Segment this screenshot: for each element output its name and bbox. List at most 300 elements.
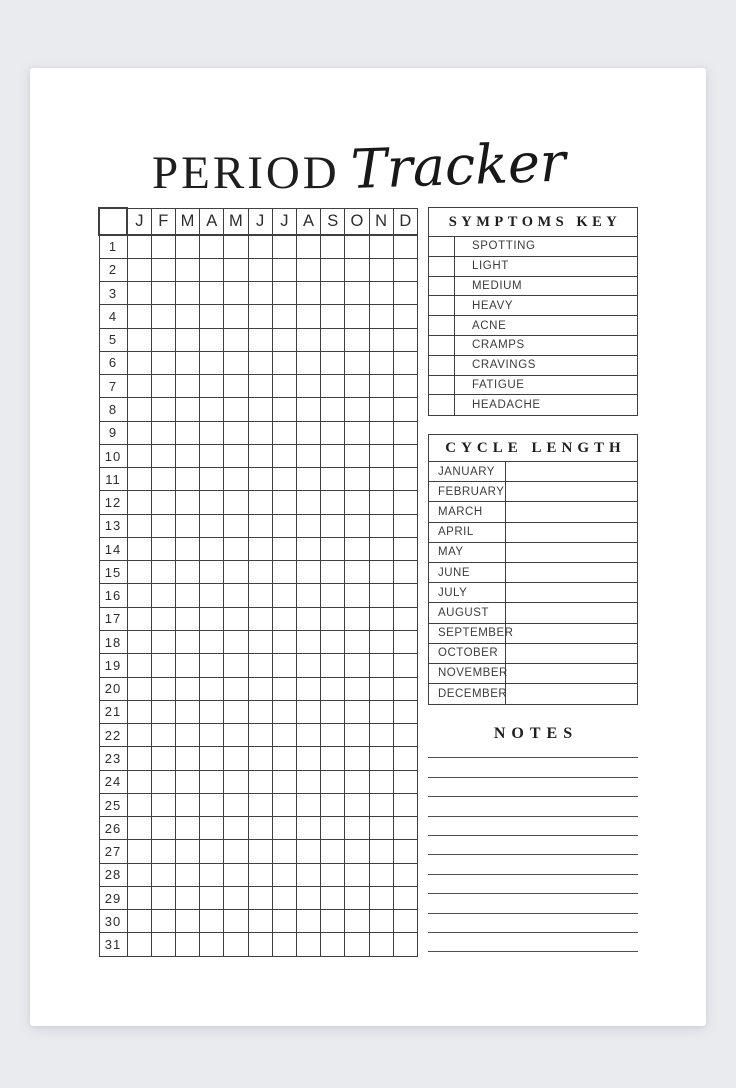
grid-cell	[200, 258, 224, 281]
grid-cell	[369, 747, 393, 770]
grid-cell	[127, 770, 151, 793]
grid-cell	[127, 631, 151, 654]
grid-day-row	[99, 886, 418, 909]
grid-cell	[296, 305, 320, 328]
grid-day-row	[99, 305, 418, 328]
grid-cell	[248, 863, 272, 886]
grid-day-row	[99, 933, 418, 957]
grid-cell	[296, 235, 320, 258]
grid-cell	[369, 258, 393, 281]
cycle-month-row	[429, 583, 637, 603]
grid-cell	[272, 654, 296, 677]
grid-cell	[272, 770, 296, 793]
grid-cell	[369, 607, 393, 630]
grid-cell	[393, 886, 417, 909]
grid-cell	[248, 910, 272, 933]
cycle-length-title: CYCLE LENGTH	[429, 435, 637, 462]
grid-cell	[296, 607, 320, 630]
day-number-cell: 28	[99, 863, 127, 886]
cycle-value-cell	[506, 502, 637, 521]
grid-cell	[248, 817, 272, 840]
day-number-cell: 11	[99, 468, 127, 491]
grid-cell	[296, 351, 320, 374]
symptom-label: HEADACHE	[472, 399, 541, 412]
notes-line	[428, 855, 638, 874]
grid-cell	[127, 793, 151, 816]
grid-cell	[296, 561, 320, 584]
symptom-swatch-cell	[429, 237, 455, 256]
grid-cell	[321, 351, 345, 374]
grid-cell	[224, 258, 248, 281]
grid-cell	[224, 677, 248, 700]
symptom-swatch-cell	[429, 296, 455, 315]
symptom-label: ACNE	[472, 319, 507, 332]
grid-day-row	[99, 282, 418, 305]
grid-cell	[369, 677, 393, 700]
grid-cell	[296, 770, 320, 793]
grid-cell	[127, 537, 151, 560]
page-title-serif: PERIOD	[152, 147, 340, 199]
grid-cell	[175, 398, 199, 421]
planner-page	[30, 68, 706, 1026]
grid-cell	[224, 491, 248, 514]
grid-cell	[393, 235, 417, 258]
cycle-value-cell	[506, 543, 637, 562]
day-number-cell: 18	[99, 631, 127, 654]
grid-cell	[224, 468, 248, 491]
grid-day-row	[99, 537, 418, 560]
grid-cell	[200, 351, 224, 374]
grid-cell	[175, 561, 199, 584]
grid-cell	[151, 491, 175, 514]
grid-cell	[175, 770, 199, 793]
grid-day-row	[99, 747, 418, 770]
grid-cell	[321, 328, 345, 351]
grid-cell	[224, 514, 248, 537]
grid-cell	[248, 537, 272, 560]
grid-cell	[369, 770, 393, 793]
grid-cell	[345, 258, 369, 281]
grid-day-row	[99, 444, 418, 467]
grid-cell	[224, 328, 248, 351]
grid-cell	[296, 863, 320, 886]
symptoms-key-box	[428, 207, 638, 416]
day-number-cell: 23	[99, 747, 127, 770]
grid-cell	[200, 817, 224, 840]
symptoms-key-title: SYMPTOMS KEY	[429, 208, 637, 237]
grid-cell	[224, 537, 248, 560]
grid-cell	[393, 933, 417, 957]
grid-cell	[200, 631, 224, 654]
grid-cell	[369, 793, 393, 816]
symptom-label: SPOTTING	[472, 240, 536, 253]
grid-cell	[272, 235, 296, 258]
grid-cell	[321, 375, 345, 398]
grid-cell	[272, 584, 296, 607]
notes-line	[428, 894, 638, 913]
grid-cell	[345, 398, 369, 421]
grid-cell	[200, 793, 224, 816]
grid-cell	[296, 398, 320, 421]
grid-cell	[393, 468, 417, 491]
day-number-cell: 17	[99, 607, 127, 630]
grid-cell	[296, 468, 320, 491]
grid-cell	[175, 863, 199, 886]
grid-cell	[200, 607, 224, 630]
grid-cell	[175, 933, 199, 957]
cycle-month-row	[429, 523, 637, 543]
grid-cell	[200, 305, 224, 328]
symptom-label: LIGHT	[472, 260, 509, 273]
grid-cell	[369, 282, 393, 305]
grid-cell	[200, 747, 224, 770]
grid-cell	[248, 282, 272, 305]
grid-cell	[369, 584, 393, 607]
grid-cell	[248, 328, 272, 351]
grid-cell	[369, 886, 393, 909]
grid-cell	[296, 817, 320, 840]
grid-cell	[151, 747, 175, 770]
grid-cell	[369, 817, 393, 840]
grid-cell	[127, 840, 151, 863]
day-number-cell: 19	[99, 654, 127, 677]
grid-cell	[296, 793, 320, 816]
grid-cell	[175, 886, 199, 909]
symptom-swatch-cell	[429, 336, 455, 355]
grid-cell	[321, 677, 345, 700]
grid-cell	[369, 631, 393, 654]
grid-cell	[296, 491, 320, 514]
grid-cell	[321, 607, 345, 630]
day-number-cell: 25	[99, 793, 127, 816]
day-number-cell: 26	[99, 817, 127, 840]
grid-cell	[272, 561, 296, 584]
symptom-swatch-cell	[429, 395, 455, 415]
grid-cell	[248, 235, 272, 258]
grid-cell	[321, 840, 345, 863]
grid-day-row	[99, 910, 418, 933]
grid-cell	[321, 770, 345, 793]
symptom-swatch-cell	[429, 376, 455, 395]
grid-cell	[127, 258, 151, 281]
notes-line	[428, 914, 638, 933]
grid-cell	[296, 933, 320, 957]
grid-day-row	[99, 793, 418, 816]
grid-cell	[345, 840, 369, 863]
grid-cell	[369, 421, 393, 444]
grid-cell	[127, 491, 151, 514]
grid-cell	[151, 793, 175, 816]
grid-cell	[345, 863, 369, 886]
grid-cell	[224, 607, 248, 630]
symptom-swatch-cell	[429, 277, 455, 296]
grid-cell	[393, 537, 417, 560]
grid-cell	[200, 375, 224, 398]
grid-cell	[224, 351, 248, 374]
grid-cell	[200, 514, 224, 537]
grid-cell	[345, 328, 369, 351]
grid-cell	[200, 933, 224, 957]
grid-cell	[200, 863, 224, 886]
grid-cell	[224, 421, 248, 444]
day-number-cell: 15	[99, 561, 127, 584]
grid-cell	[200, 654, 224, 677]
grid-cell	[127, 561, 151, 584]
grid-cell	[151, 421, 175, 444]
grid-cell	[224, 398, 248, 421]
grid-cell	[151, 375, 175, 398]
cycle-value-cell	[506, 563, 637, 582]
grid-cell	[127, 584, 151, 607]
grid-cell	[272, 537, 296, 560]
grid-cell	[393, 817, 417, 840]
cycle-month-label: OCTOBER	[429, 644, 506, 663]
cycle-month-row	[429, 624, 637, 644]
symptom-row	[429, 296, 637, 316]
grid-cell	[272, 351, 296, 374]
grid-cell	[127, 305, 151, 328]
grid-cell	[151, 933, 175, 957]
grid-cell	[151, 235, 175, 258]
grid-cell	[321, 910, 345, 933]
grid-day-row	[99, 863, 418, 886]
day-number-cell: 30	[99, 910, 127, 933]
grid-cell	[175, 328, 199, 351]
grid-cell	[345, 654, 369, 677]
grid-cell	[272, 468, 296, 491]
symptom-label: FATIGUE	[472, 378, 525, 391]
grid-cell	[175, 351, 199, 374]
grid-cell	[369, 328, 393, 351]
notes-section	[428, 739, 638, 952]
grid-cell	[393, 631, 417, 654]
grid-cell	[321, 886, 345, 909]
grid-cell	[393, 793, 417, 816]
grid-cell	[345, 770, 369, 793]
symptom-row	[429, 356, 637, 376]
grid-cell	[200, 910, 224, 933]
grid-cell	[345, 561, 369, 584]
grid-cell	[175, 631, 199, 654]
cycle-month-label: JUNE	[429, 563, 506, 582]
grid-cell	[151, 817, 175, 840]
month-header-cell: F	[151, 208, 175, 235]
grid-cell	[224, 375, 248, 398]
grid-cell	[175, 514, 199, 537]
grid-cell	[345, 793, 369, 816]
grid-corner-cell	[99, 208, 127, 235]
cycle-month-label: APRIL	[429, 523, 506, 542]
day-number-cell: 3	[99, 282, 127, 305]
day-number-cell: 12	[99, 491, 127, 514]
grid-cell	[369, 398, 393, 421]
grid-cell	[127, 375, 151, 398]
grid-cell	[321, 235, 345, 258]
grid-cell	[296, 584, 320, 607]
grid-cell	[224, 793, 248, 816]
grid-cell	[393, 421, 417, 444]
grid-cell	[127, 886, 151, 909]
grid-cell	[296, 910, 320, 933]
grid-cell	[248, 305, 272, 328]
grid-cell	[248, 351, 272, 374]
grid-cell	[321, 444, 345, 467]
grid-cell	[127, 747, 151, 770]
grid-cell	[345, 677, 369, 700]
cycle-month-label: AUGUST	[429, 603, 506, 622]
day-number-cell: 10	[99, 444, 127, 467]
grid-cell	[369, 235, 393, 258]
grid-cell	[200, 491, 224, 514]
grid-cell	[151, 561, 175, 584]
grid-cell	[127, 933, 151, 957]
grid-cell	[369, 514, 393, 537]
month-header-cell: A	[200, 208, 224, 235]
cycle-month-label: MARCH	[429, 502, 506, 521]
grid-cell	[200, 421, 224, 444]
symptom-label: HEAVY	[472, 299, 514, 312]
day-number-cell: 22	[99, 724, 127, 747]
grid-cell	[200, 282, 224, 305]
grid-day-row	[99, 724, 418, 747]
grid-cell	[321, 584, 345, 607]
grid-cell	[151, 770, 175, 793]
grid-cell	[296, 258, 320, 281]
grid-day-row	[99, 817, 418, 840]
grid-day-row	[99, 584, 418, 607]
day-number-cell: 8	[99, 398, 127, 421]
grid-cell	[175, 840, 199, 863]
grid-cell	[200, 235, 224, 258]
cycle-month-label: SEPTEMBER	[429, 624, 506, 643]
grid-cell	[345, 584, 369, 607]
grid-day-row	[99, 514, 418, 537]
grid-cell	[321, 700, 345, 723]
grid-cell	[151, 444, 175, 467]
day-number-cell: 6	[99, 351, 127, 374]
grid-cell	[175, 700, 199, 723]
month-header-cell: M	[175, 208, 199, 235]
grid-cell	[175, 584, 199, 607]
grid-cell	[393, 305, 417, 328]
month-header-cell: N	[369, 208, 393, 235]
grid-cell	[175, 468, 199, 491]
grid-cell	[175, 491, 199, 514]
grid-cell	[151, 863, 175, 886]
cycle-month-label: MAY	[429, 543, 506, 562]
grid-cell	[321, 468, 345, 491]
grid-cell	[345, 607, 369, 630]
grid-cell	[248, 607, 272, 630]
grid-cell	[345, 910, 369, 933]
symptom-row	[429, 376, 637, 396]
grid-cell	[321, 421, 345, 444]
symptom-row	[429, 237, 637, 257]
grid-cell	[296, 724, 320, 747]
grid-cell	[393, 351, 417, 374]
grid-cell	[175, 375, 199, 398]
grid-cell	[393, 607, 417, 630]
grid-cell	[321, 933, 345, 957]
grid-cell	[345, 933, 369, 957]
grid-day-row	[99, 770, 418, 793]
grid-cell	[345, 375, 369, 398]
symptom-row	[429, 257, 637, 277]
grid-cell	[200, 584, 224, 607]
grid-day-row	[99, 491, 418, 514]
grid-cell	[224, 584, 248, 607]
day-number-cell: 2	[99, 258, 127, 281]
grid-cell	[248, 584, 272, 607]
cycle-month-row	[429, 482, 637, 502]
grid-day-row	[99, 468, 418, 491]
cycle-month-row	[429, 502, 637, 522]
grid-cell	[321, 537, 345, 560]
grid-cell	[200, 724, 224, 747]
day-number-cell: 21	[99, 700, 127, 723]
grid-cell	[296, 444, 320, 467]
cycle-month-label: JANUARY	[429, 462, 506, 481]
grid-cell	[224, 886, 248, 909]
grid-cell	[151, 351, 175, 374]
grid-cell	[321, 491, 345, 514]
grid-cell	[127, 607, 151, 630]
grid-cell	[127, 654, 151, 677]
cycle-month-row	[429, 462, 637, 482]
grid-cell	[369, 351, 393, 374]
grid-cell	[296, 631, 320, 654]
day-number-cell: 4	[99, 305, 127, 328]
grid-day-row	[99, 258, 418, 281]
grid-cell	[200, 886, 224, 909]
grid-cell	[272, 700, 296, 723]
grid-cell	[272, 724, 296, 747]
grid-cell	[151, 468, 175, 491]
grid-cell	[151, 514, 175, 537]
notes-line	[428, 836, 638, 855]
grid-cell	[151, 607, 175, 630]
grid-cell	[369, 910, 393, 933]
grid-cell	[272, 375, 296, 398]
notes-title: NOTES	[493, 725, 579, 742]
cycle-value-cell	[506, 583, 637, 602]
grid-cell	[345, 235, 369, 258]
cycle-month-row	[429, 684, 637, 704]
grid-cell	[272, 328, 296, 351]
grid-cell	[200, 561, 224, 584]
grid-cell	[127, 468, 151, 491]
cycle-month-row	[429, 543, 637, 563]
grid-cell	[127, 724, 151, 747]
grid-cell	[393, 584, 417, 607]
grid-day-row	[99, 700, 418, 723]
cycle-month-label: DECEMBER	[429, 684, 506, 704]
grid-cell	[393, 514, 417, 537]
grid-cell	[175, 724, 199, 747]
cycle-value-cell	[506, 664, 637, 683]
grid-day-row	[99, 561, 418, 584]
grid-day-row	[99, 654, 418, 677]
grid-cell	[224, 282, 248, 305]
notes-line	[428, 797, 638, 816]
grid-cell	[224, 724, 248, 747]
notes-line	[428, 758, 638, 777]
grid-cell	[175, 747, 199, 770]
day-number-cell: 7	[99, 375, 127, 398]
month-header-cell: M	[224, 208, 248, 235]
grid-cell	[151, 654, 175, 677]
grid-cell	[224, 654, 248, 677]
